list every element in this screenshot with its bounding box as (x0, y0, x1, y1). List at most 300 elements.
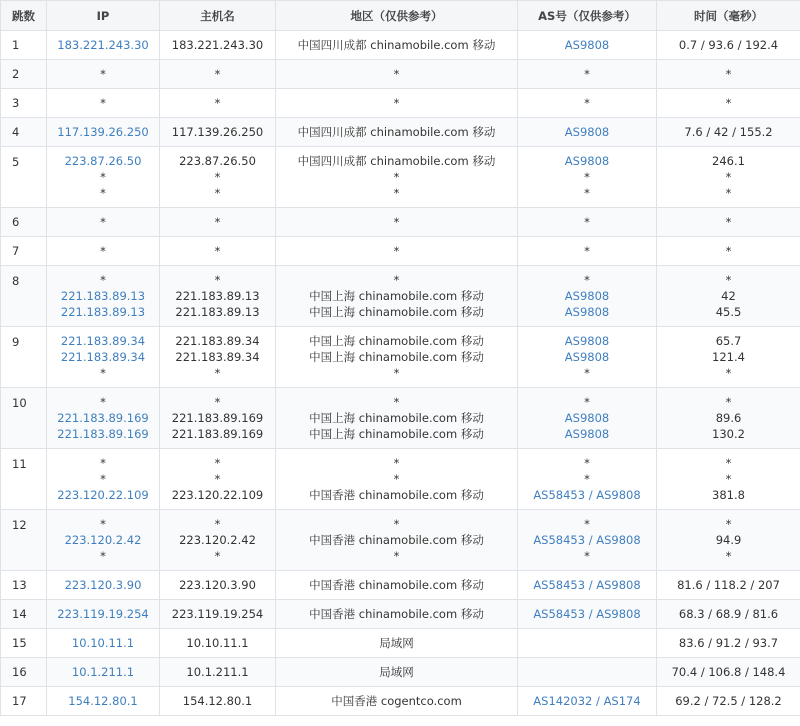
time-text: * (725, 456, 732, 470)
time-text: * (725, 215, 732, 229)
as-line (520, 606, 654, 622)
as-cell (518, 31, 657, 60)
ip-link[interactable]: 221.183.89.34 (60, 334, 146, 348)
time-cell (657, 89, 800, 118)
time-cell (657, 658, 800, 687)
as-line (520, 577, 654, 593)
as-link[interactable]: AS9808 (596, 578, 641, 592)
ip-text: * (100, 366, 106, 380)
as-cell (518, 449, 657, 510)
region-text: * (393, 395, 400, 409)
region-text: 局域网 (379, 636, 414, 650)
region-text: * (393, 244, 400, 258)
as-link[interactable]: AS142032 (533, 694, 593, 708)
ip-link[interactable]: 223.120.2.42 (64, 533, 142, 547)
hop-number: 13 (1, 571, 47, 600)
as-line (520, 124, 654, 140)
ip-link[interactable]: 223.120.22.109 (57, 488, 149, 502)
header-as-number: AS号（仅供参考） (518, 1, 657, 31)
hostname-text: 223.120.2.42 (179, 533, 256, 547)
as-link[interactable]: AS9808 (564, 350, 610, 364)
ip-link[interactable]: 223.119.19.254 (57, 607, 149, 621)
time-text: * (725, 366, 732, 380)
region-text: * (393, 96, 400, 110)
as-cell (518, 327, 657, 388)
as-cell (518, 147, 657, 208)
time-text: * (725, 170, 732, 184)
as-separator: / (585, 533, 597, 547)
region-text: * (393, 67, 400, 81)
ip-link[interactable]: 221.183.89.169 (57, 427, 149, 441)
as-separator: / (585, 578, 597, 592)
as-link[interactable]: AS9808 (564, 305, 610, 319)
ip-link[interactable]: 221.183.89.169 (57, 411, 149, 425)
time-text: 246.1 (712, 154, 745, 168)
region-cell (276, 687, 518, 716)
table-row (1, 118, 800, 147)
region-text: 中国香港 cogentco.com (331, 694, 462, 708)
as-cell (518, 208, 657, 237)
as-link[interactable]: AS9808 (564, 427, 610, 441)
ip-text: * (100, 517, 106, 531)
ip-text: * (100, 549, 106, 563)
time-text: * (725, 517, 732, 531)
time-cell (657, 327, 800, 388)
as-cell (518, 510, 657, 571)
as-line (520, 471, 654, 487)
hostname-text: 154.12.80.1 (182, 694, 253, 708)
region-cell (276, 658, 518, 687)
hostname-text: * (214, 215, 221, 229)
ip-link[interactable]: 10.10.11.1 (71, 636, 135, 650)
time-text: 121.4 (712, 350, 745, 364)
header-ip: IP (47, 1, 160, 31)
hostname-text: 10.1.211.1 (186, 665, 249, 679)
region-text: 中国四川成都 chinamobile.com 移动 (297, 154, 496, 168)
region-cell (276, 89, 518, 118)
hostname-cell (160, 208, 276, 237)
region-text: 局域网 (379, 665, 414, 679)
table-row (1, 89, 800, 118)
ip-cell (47, 147, 160, 208)
region-text: 中国上海 chinamobile.com 移动 (309, 305, 484, 319)
ip-link[interactable]: 223.87.26.50 (64, 154, 142, 168)
region-cell (276, 571, 518, 600)
as-separator: / (585, 607, 597, 621)
hostname-text: * (214, 186, 221, 200)
as-cell (518, 687, 657, 716)
hostname-text: 221.183.89.13 (175, 305, 260, 319)
as-text: * (584, 456, 590, 470)
as-cell (518, 658, 657, 687)
as-line (520, 185, 654, 201)
time-text: 65.7 (715, 334, 742, 348)
as-link[interactable]: AS9808 (596, 488, 641, 502)
hostname-text: * (214, 244, 221, 258)
as-cell (518, 89, 657, 118)
as-cell (518, 60, 657, 89)
ip-cell (47, 571, 160, 600)
hostname-text: * (214, 96, 221, 110)
time-cell (657, 31, 800, 60)
time-text: * (725, 67, 732, 81)
hostname-cell (160, 327, 276, 388)
as-text: * (584, 244, 590, 258)
as-link[interactable]: AS58453 (533, 533, 586, 547)
as-link[interactable]: AS9808 (596, 607, 641, 621)
region-text: 中国上海 chinamobile.com 移动 (309, 427, 484, 441)
as-link[interactable]: AS58453 (533, 488, 586, 502)
time-cell (657, 571, 800, 600)
region-text: * (393, 472, 400, 486)
hostname-text: 221.183.89.13 (175, 289, 260, 303)
hostname-text: 221.183.89.34 (175, 334, 260, 348)
as-line (520, 288, 654, 304)
as-line (520, 394, 654, 410)
ip-cell (47, 687, 160, 716)
table-row (1, 237, 800, 266)
region-text: * (393, 366, 400, 380)
ip-text: * (100, 273, 106, 287)
ip-cell (47, 449, 160, 510)
ip-cell (47, 60, 160, 89)
as-line (520, 410, 654, 426)
region-text: * (393, 215, 400, 229)
time-text: 70.4 / 106.8 / 148.4 (671, 665, 786, 679)
time-cell (657, 687, 800, 716)
as-line (520, 272, 654, 288)
region-text: 中国香港 chinamobile.com 移动 (309, 488, 484, 502)
hostname-cell (160, 118, 276, 147)
table-row (1, 31, 800, 60)
region-cell (276, 31, 518, 60)
time-text: 69.2 / 72.5 / 128.2 (675, 694, 782, 708)
hop-number: 6 (1, 208, 47, 237)
hostname-text: 221.183.89.34 (175, 350, 260, 364)
hop-number: 7 (1, 237, 47, 266)
hop-number: 5 (1, 147, 47, 208)
hop-number: 17 (1, 687, 47, 716)
as-line (520, 487, 654, 503)
region-cell (276, 60, 518, 89)
hop-number: 12 (1, 510, 47, 571)
hostname-cell (160, 510, 276, 571)
ip-text: * (100, 96, 106, 110)
hop-number: 3 (1, 89, 47, 118)
ip-text: * (100, 244, 106, 258)
header-region: 地区（仅供参考） (276, 1, 518, 31)
region-text: 中国上海 chinamobile.com 移动 (309, 289, 484, 303)
hostname-text: * (214, 456, 221, 470)
region-text: 中国上海 chinamobile.com 移动 (309, 334, 484, 348)
region-cell (276, 237, 518, 266)
hostname-cell (160, 89, 276, 118)
as-line (520, 516, 654, 532)
hop-number: 11 (1, 449, 47, 510)
hostname-cell (160, 266, 276, 327)
as-line (520, 365, 654, 381)
hostname-text: 223.120.3.90 (179, 578, 256, 592)
time-cell (657, 449, 800, 510)
time-text: * (725, 472, 732, 486)
hostname-cell (160, 147, 276, 208)
as-link[interactable]: AS9808 (564, 154, 610, 168)
as-line (520, 153, 654, 169)
time-text: * (725, 273, 732, 287)
ip-text: * (100, 170, 106, 184)
hop-number: 8 (1, 266, 47, 327)
hostname-cell (160, 31, 276, 60)
table-row (1, 147, 800, 208)
as-text: * (584, 96, 590, 110)
table-row (1, 208, 800, 237)
region-cell (276, 600, 518, 629)
time-cell (657, 118, 800, 147)
as-link[interactable]: AS9808 (596, 533, 641, 547)
time-cell (657, 388, 800, 449)
ip-cell (47, 208, 160, 237)
hostname-text: * (214, 273, 221, 287)
time-text: 0.7 / 93.6 / 192.4 (678, 38, 779, 52)
ip-text: * (100, 456, 106, 470)
region-cell (276, 629, 518, 658)
time-text: 45.5 (715, 305, 742, 319)
table-row (1, 629, 800, 658)
hostname-cell (160, 600, 276, 629)
hostname-cell (160, 687, 276, 716)
header-time: 时间（毫秒） (657, 1, 800, 31)
ip-link[interactable]: 183.221.243.30 (57, 38, 149, 52)
ip-text: * (100, 472, 106, 486)
time-cell (657, 600, 800, 629)
region-text: 中国四川成都 chinamobile.com 移动 (297, 38, 496, 52)
as-text: * (584, 273, 590, 287)
table-header-row (1, 1, 800, 31)
hostname-text: 223.87.26.50 (179, 154, 256, 168)
time-cell (657, 629, 800, 658)
hostname-cell (160, 388, 276, 449)
region-cell (276, 266, 518, 327)
hop-number: 1 (1, 31, 47, 60)
hostname-text: * (214, 170, 221, 184)
time-cell (657, 237, 800, 266)
hostname-cell (160, 571, 276, 600)
ip-link[interactable]: 154.12.80.1 (68, 694, 138, 708)
as-text: * (584, 517, 590, 531)
hostname-text: * (214, 366, 221, 380)
region-text: 中国香港 chinamobile.com 移动 (309, 533, 484, 547)
region-cell (276, 327, 518, 388)
region-text: 中国上海 chinamobile.com 移动 (309, 411, 484, 425)
time-cell (657, 510, 800, 571)
hostname-text: * (214, 395, 221, 409)
as-link[interactable]: AS9808 (564, 38, 610, 52)
region-text: 中国上海 chinamobile.com 移动 (309, 350, 484, 364)
hop-number: 15 (1, 629, 47, 658)
ip-cell (47, 600, 160, 629)
hostname-cell (160, 60, 276, 89)
as-line (520, 214, 654, 230)
as-line (520, 333, 654, 349)
as-link[interactable]: AS58453 (533, 607, 586, 621)
hostname-text: * (214, 67, 221, 81)
time-text: * (725, 96, 732, 110)
as-link[interactable]: AS9808 (564, 411, 610, 425)
table-row (1, 571, 800, 600)
as-cell (518, 266, 657, 327)
region-cell (276, 147, 518, 208)
as-text: * (584, 170, 590, 184)
hostname-text: 117.139.26.250 (171, 125, 264, 139)
hostname-text: 10.10.11.1 (186, 636, 249, 650)
ip-text: * (100, 67, 106, 81)
region-cell (276, 510, 518, 571)
as-line (520, 95, 654, 111)
region-text: * (393, 517, 400, 531)
as-line (520, 548, 654, 564)
hostname-text: * (214, 517, 221, 531)
region-cell (276, 208, 518, 237)
ip-cell (47, 629, 160, 658)
hostname-cell (160, 449, 276, 510)
as-text: * (584, 186, 590, 200)
time-text: 381.8 (712, 488, 745, 502)
table-row (1, 687, 800, 716)
time-text: 94.9 (715, 533, 742, 547)
ip-cell (47, 237, 160, 266)
ip-cell (47, 327, 160, 388)
as-line (520, 169, 654, 185)
as-cell (518, 237, 657, 266)
ip-cell (47, 658, 160, 687)
table-row (1, 266, 800, 327)
as-link[interactable]: AS9808 (564, 334, 610, 348)
as-link[interactable]: AS9808 (564, 125, 610, 139)
time-text: * (725, 244, 732, 258)
as-link[interactable]: AS9808 (564, 289, 610, 303)
region-text: 中国香港 chinamobile.com 移动 (309, 607, 484, 621)
region-text: * (393, 549, 400, 563)
hop-number: 14 (1, 600, 47, 629)
hop-number: 9 (1, 327, 47, 388)
hostname-cell (160, 237, 276, 266)
ip-cell (47, 388, 160, 449)
header-hop: 跳数 (1, 1, 47, 31)
region-text: 中国香港 chinamobile.com 移动 (309, 578, 484, 592)
table-row (1, 510, 800, 571)
ip-link[interactable]: 10.1.211.1 (71, 665, 135, 679)
region-text: * (393, 170, 400, 184)
ip-link[interactable]: 221.183.89.13 (60, 289, 146, 303)
ip-link[interactable]: 221.183.89.13 (60, 305, 146, 319)
region-cell (276, 118, 518, 147)
time-text: 130.2 (712, 427, 745, 441)
as-text: * (584, 366, 590, 380)
time-cell (657, 147, 800, 208)
hostname-text: 223.119.19.254 (171, 607, 264, 621)
ip-text: * (100, 395, 106, 409)
as-line (520, 304, 654, 320)
ip-text: * (100, 186, 106, 200)
hostname-text: * (214, 549, 221, 563)
as-line (520, 532, 654, 548)
as-separator: / (585, 488, 597, 502)
as-line (520, 243, 654, 259)
as-cell (518, 118, 657, 147)
as-cell (518, 629, 657, 658)
time-cell (657, 266, 800, 327)
table-row (1, 60, 800, 89)
ip-link[interactable]: 221.183.89.34 (60, 350, 146, 364)
ip-cell (47, 510, 160, 571)
hostname-text: 223.120.22.109 (171, 488, 264, 502)
time-text: * (725, 186, 732, 200)
hostname-text: 183.221.243.30 (171, 38, 264, 52)
ip-cell (47, 31, 160, 60)
table-row (1, 327, 800, 388)
as-line (520, 349, 654, 365)
hostname-text: 221.183.89.169 (171, 411, 264, 425)
time-text: 7.6 / 42 / 155.2 (684, 125, 773, 139)
hostname-text: 221.183.89.169 (171, 427, 264, 441)
region-text: 中国四川成都 chinamobile.com 移动 (297, 125, 496, 139)
region-cell (276, 449, 518, 510)
time-text: 81.6 / 118.2 / 207 (677, 578, 780, 592)
time-text: 89.6 (715, 411, 742, 425)
as-line (520, 37, 654, 53)
as-text: * (584, 395, 590, 409)
as-cell (518, 388, 657, 449)
as-link[interactable]: AS58453 (533, 578, 586, 592)
hop-number: 2 (1, 60, 47, 89)
hop-number: 16 (1, 658, 47, 687)
time-cell (657, 60, 800, 89)
as-text: * (584, 67, 590, 81)
hostname-cell (160, 629, 276, 658)
ip-cell (47, 266, 160, 327)
as-text: * (584, 549, 590, 563)
as-text: * (584, 472, 590, 486)
ip-cell (47, 89, 160, 118)
table-row (1, 449, 800, 510)
hop-number: 10 (1, 388, 47, 449)
region-text: * (393, 456, 400, 470)
hostname-text: * (214, 472, 221, 486)
as-cell (518, 600, 657, 629)
as-line (520, 455, 654, 471)
as-cell (518, 571, 657, 600)
ip-cell (47, 118, 160, 147)
time-text: * (725, 395, 732, 409)
time-text: * (725, 549, 732, 563)
table-body (1, 31, 800, 716)
time-cell (657, 208, 800, 237)
as-line (520, 693, 654, 709)
time-text: 83.6 / 91.2 / 93.7 (678, 636, 779, 650)
header-hostname: 主机名 (160, 1, 276, 31)
ip-text: * (100, 215, 106, 229)
time-text: 42 (721, 289, 736, 303)
table-row (1, 388, 800, 449)
ip-link[interactable]: 223.120.3.90 (64, 578, 142, 592)
region-text: * (393, 273, 400, 287)
as-link[interactable]: AS174 (603, 694, 641, 708)
ip-link[interactable]: 117.139.26.250 (57, 125, 149, 139)
as-line (520, 66, 654, 82)
table-row (1, 658, 800, 687)
region-text: * (393, 186, 400, 200)
time-text: 68.3 / 68.9 / 81.6 (678, 607, 779, 621)
